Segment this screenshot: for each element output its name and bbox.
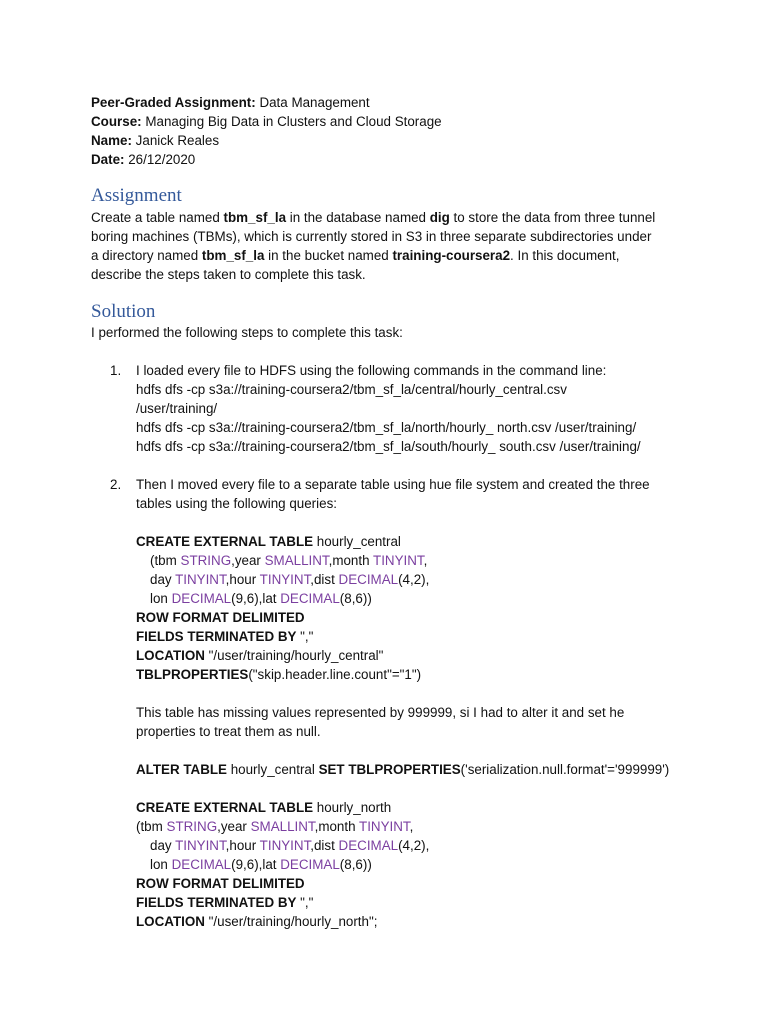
directory-name: tbm_sf_la <box>201 248 265 263</box>
course-value: Managing Big Data in Clusters and Cloud Storage <box>145 114 442 129</box>
table-identifier: hourly_north <box>313 800 392 815</box>
bucket-name: training-coursera2 <box>392 248 511 263</box>
sql-north-fields-terminated: FIELDS TERMINATED BY "," <box>136 895 314 910</box>
sql-type: DECIMAL <box>338 838 399 853</box>
sql-type: STRING <box>166 819 218 834</box>
note-line-1: This table has missing values represented by 999999, si I had to alter it and set he <box>136 705 625 720</box>
sql-type: TINYINT <box>259 572 311 587</box>
sql-north-columns-line-1: (tbm STRING,year SMALLINT,month TINYINT, <box>136 819 414 834</box>
database-name: dig <box>429 210 450 225</box>
text: . In this document, <box>510 248 620 263</box>
step-2-text-line-1: Then I moved every file to a separate table using hue file system and created the three <box>136 477 650 492</box>
text: Create a table named <box>91 210 224 225</box>
assignment-label: Peer-Graded Assignment: <box>91 95 256 110</box>
sql-type: TINYINT <box>259 838 311 853</box>
sql-type: STRING <box>180 553 232 568</box>
sql-fields-terminated: FIELDS TERMINATED BY "," <box>136 629 314 644</box>
sql-keyword: FIELDS TERMINATED BY <box>136 629 297 644</box>
text: in the bucket named <box>264 248 393 263</box>
step-1-text: I loaded every file to HDFS using the following commands in the command line: <box>136 363 607 378</box>
step-2-number: 2. <box>110 477 122 492</box>
assignment-heading: Assignment <box>91 185 182 206</box>
solution-heading: Solution <box>91 301 156 322</box>
assignment-paragraph-line-4: describe the steps taken to complete this task. <box>91 267 366 282</box>
course-label: Course: <box>91 114 142 129</box>
sql-keyword: ALTER TABLE <box>136 762 227 777</box>
command-1-line-2: /user/training/ <box>136 401 218 416</box>
date-value: 26/12/2020 <box>128 152 196 167</box>
assignment-value: Data Management <box>259 95 370 110</box>
sql-columns-line-3: lon DECIMAL(9,6),lat DECIMAL(8,6)) <box>150 591 372 606</box>
sql-keyword: CREATE EXTERNAL TABLE <box>136 534 314 549</box>
assignment-paragraph-line-2: boring machines (TBMs), which is currently stored in S3 in three separate subdirectories under <box>91 229 652 244</box>
sql-row-format: ROW FORMAT DELIMITED <box>136 610 305 625</box>
sql-north-location: LOCATION "/user/training/hourly_north"; <box>136 914 378 929</box>
sql-type: DECIMAL <box>280 591 340 606</box>
sql-type: SMALLINT <box>264 553 329 568</box>
sql-keyword: LOCATION <box>136 914 205 929</box>
sql-create-north <box>136 798 391 817</box>
step-1-number: 1. <box>110 363 122 378</box>
sql-location: LOCATION "/user/training/hourly_central" <box>136 648 384 663</box>
name-value: Janick Reales <box>135 133 220 148</box>
sql-keyword: TBLPROPERTIES <box>136 667 249 682</box>
name-line <box>91 131 219 150</box>
command-3: hdfs dfs -cp s3a://training-coursera2/tbm_sf_la/south/hourly_ south.csv /user/training/ <box>136 439 641 454</box>
sql-type: DECIMAL <box>338 572 399 587</box>
text: in the database named <box>286 210 430 225</box>
command-1-line-1: hdfs dfs -cp s3a://training-coursera2/tbm_sf_la/central/hourly_central.csv <box>136 382 567 397</box>
date-label: Date: <box>91 152 125 167</box>
step-2-text-line-2: tables using the following queries: <box>136 496 337 511</box>
name-label: Name: <box>91 133 132 148</box>
sql-north-columns-line-3: lon DECIMAL(9,6),lat DECIMAL(8,6)) <box>150 857 372 872</box>
sql-create-central <box>136 532 401 551</box>
sql-type: TINYINT <box>175 838 226 853</box>
sql-type: DECIMAL <box>171 591 232 606</box>
command-2: hdfs dfs -cp s3a://training-coursera2/tbm_sf_la/north/hourly_ north.csv /user/training/ <box>136 420 637 435</box>
sql-tblproperties: TBLPROPERTIES("skip.header.line.count"="1") <box>136 667 422 682</box>
table-name: tbm_sf_la <box>223 210 287 225</box>
text: a directory named <box>91 248 202 263</box>
text: to store the data from three tunnel <box>449 210 656 225</box>
sql-type: SMALLINT <box>250 819 315 834</box>
sql-columns-line-2: day TINYINT,hour TINYINT,dist DECIMAL(4,2), <box>150 572 430 587</box>
sql-type: TINYINT <box>175 572 226 587</box>
sql-north-columns-line-2: day TINYINT,hour TINYINT,dist DECIMAL(4,2), <box>150 838 430 853</box>
sql-type: DECIMAL <box>280 857 340 872</box>
sql-alter-table: ALTER TABLE hourly_central SET TBLPROPERTIES('serialization.null.format'='999999') <box>136 762 670 777</box>
table-identifier: hourly_central <box>313 534 401 549</box>
course-line <box>91 112 442 131</box>
note-line-2: properties to treat them as null. <box>136 724 321 739</box>
sql-keyword: SET TBLPROPERTIES <box>318 762 461 777</box>
solution-intro: I performed the following steps to complete this task: <box>91 325 403 340</box>
date-line <box>91 150 195 169</box>
sql-type: DECIMAL <box>171 857 232 872</box>
sql-columns-line-1: (tbm STRING,year SMALLINT,month TINYINT, <box>150 553 428 568</box>
sql-type: TINYINT <box>373 553 424 568</box>
sql-type: TINYINT <box>359 819 410 834</box>
sql-keyword: LOCATION <box>136 648 205 663</box>
sql-keyword: FIELDS TERMINATED BY <box>136 895 297 910</box>
sql-north-row-format: ROW FORMAT DELIMITED <box>136 876 305 891</box>
assignment-title-line <box>91 93 370 112</box>
assignment-paragraph-line-3 <box>91 246 619 265</box>
sql-keyword: CREATE EXTERNAL TABLE <box>136 800 314 815</box>
assignment-paragraph-line-1 <box>91 208 655 227</box>
